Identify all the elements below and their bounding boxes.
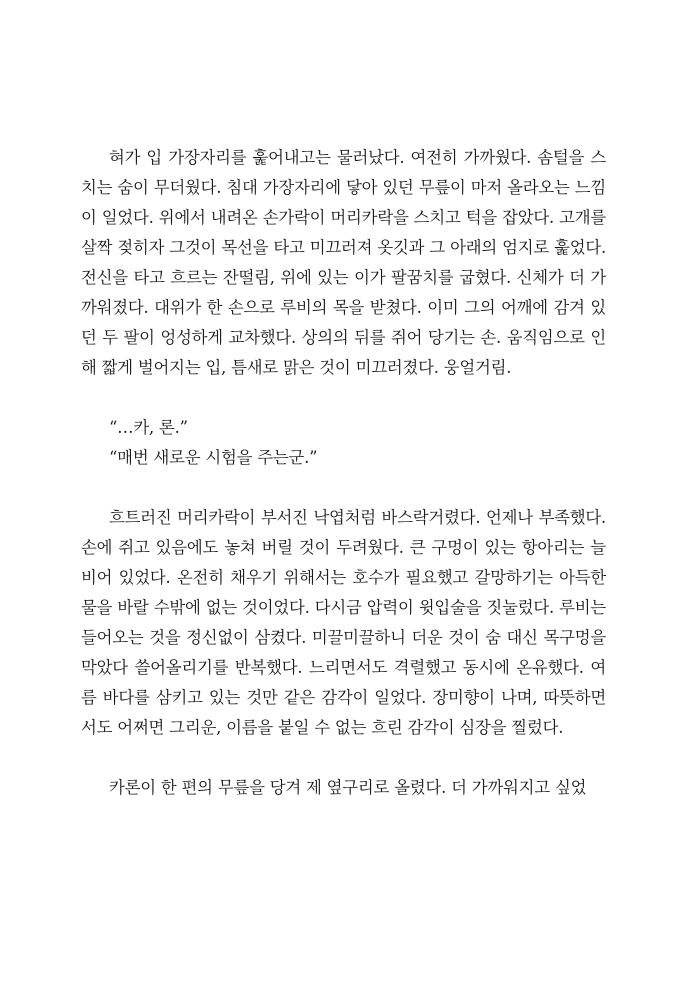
document-page: [81, 143, 606, 803]
paragraph-2: 흐트러진 머리카락이 부서진 낙엽처럼 바스락거렸다. 언제나 부족했다. 손에 쥐고 있음에도 놓쳐 버릴 것이 두려웠다. 큰 구멍이 있는 항아리는 늘 비어 있었다. 온전히 채우기 위해서는 호수가 필요했고 갈망하기는 아득한 물을 바랄 수밖에 없는 것이었다. 다시금 압력이 윗입술을 짓눌렀다. 루비는 들어오는 것을 정신없이 삼켰다. 미끌미끌하니 더운 것이 숨 대신 목구멍을 막았다 쓸어올리기를 반복했다. 느리면서도 격렬했고 동시에 온유했다. 여름 바다를 삼키고 있는 것만 같은 감각이 일었다. 장미향이 나며, 따뜻하면서도 어쩌면 그리운, 이름을 붙일 수 없는 흐린 감각이 심장을 찔렀다.: [81, 508, 606, 737]
dialogue-line-2: “매번 새로운 시험을 주는군.”: [109, 448, 318, 467]
dialogue-block: [81, 413, 606, 473]
paragraph-3: 카론이 한 편의 무릎을 당겨 제 옆구리로 올렸다. 더 가까워지고 싶었: [109, 778, 587, 797]
dialogue-line-1: “…카, 론.”: [109, 418, 188, 437]
paragraph-1: 혀가 입 가장자리를 훑어내고는 물러났다. 여전히 가까웠다. 솜털을 스치는 숨이 무더웠다. 침대 가장자리에 닿아 있던 무릎이 마저 올라오는 느낌이 일었다. 위에서 내려온 손가락이 머리카락을 스치고 턱을 잡았다. 고개를 살짝 젖히자 그것이 목선을 타고 미끄러져 옷깃과 그 아래의 엄지로 훑었다. 전신을 타고 흐르는 잔떨림, 위에 있는 이가 팔꿈치를 굽혔다. 신체가 더 가까워졌다. 대위가 한 손으로 루비의 목을 받쳤다. 이미 그의 어깨에 감겨 있던 두 팔이 엉성하게 교차했다. 상의의 뒤를 쥐어 당기는 손. 움직임으로 인해 짧게 벌어지는 입, 틈새로 맑은 것이 미끄러졌다. 웅얼거림.: [81, 148, 606, 377]
